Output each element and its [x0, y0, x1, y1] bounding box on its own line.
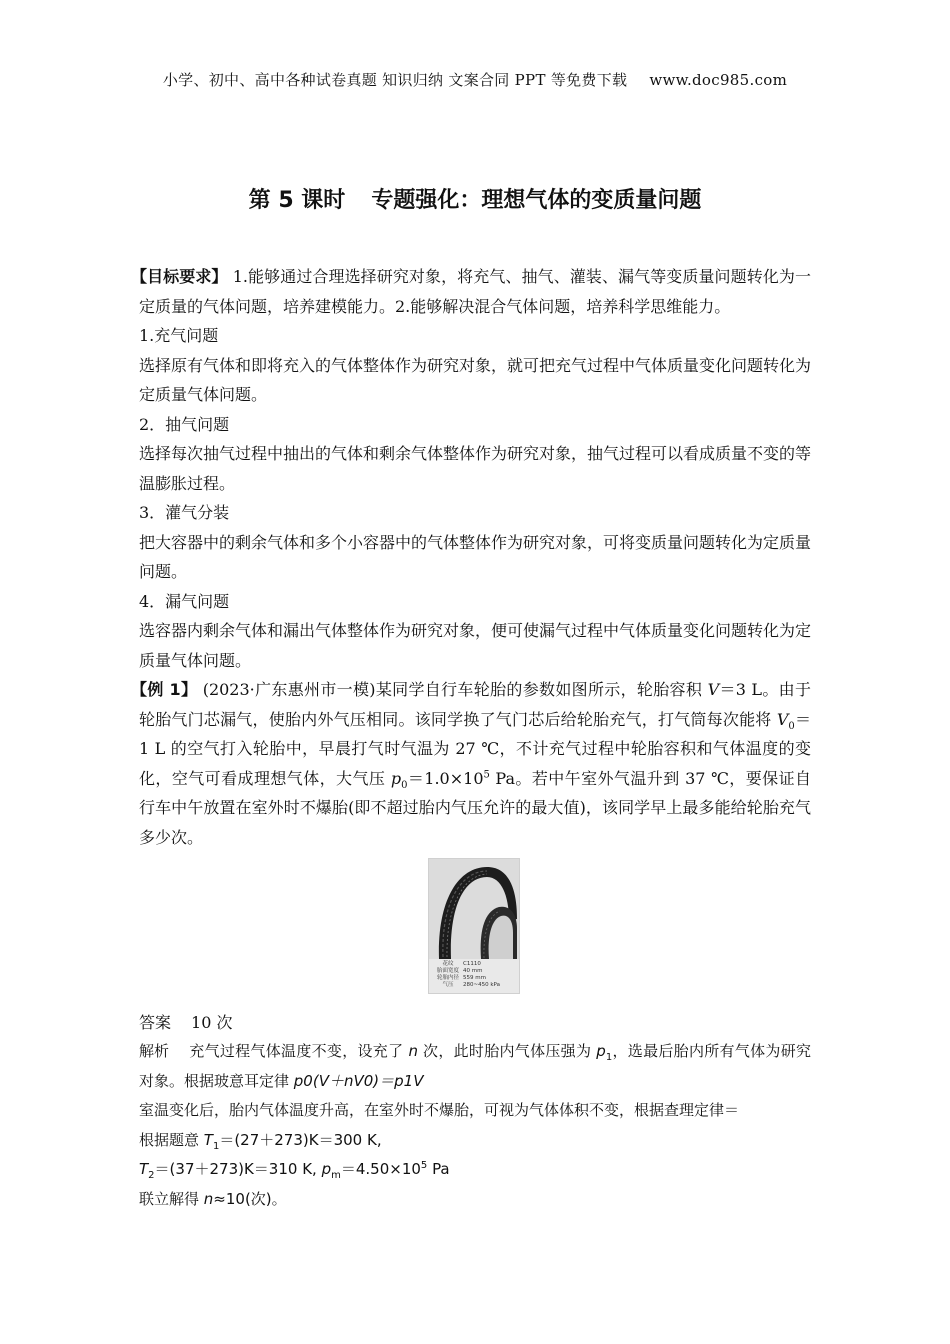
- var-v: V: [707, 680, 720, 699]
- answer-label: 答案: [139, 1012, 172, 1032]
- spec-row: [433, 982, 515, 989]
- var-v0-sub: 0: [788, 720, 795, 732]
- var-pm: p: [321, 1160, 332, 1178]
- page-title: [0, 183, 950, 214]
- analysis-text: 根据题意: [139, 1130, 204, 1149]
- section-2-heading: 2．抽气问题: [139, 414, 230, 434]
- section-2-body: 选择每次抽气过程中抽出的气体和剩余气体整体作为研究对象，抽气过程可以看成质量不变的等温膨胀过程。: [139, 444, 812, 493]
- var-pm-exp: 5: [420, 1160, 428, 1171]
- var-t1: T: [203, 1130, 213, 1149]
- example-text-4: ＝1.0×10: [407, 768, 484, 788]
- example-text-2: ＝3 L。由于轮胎气门芯漏气，使胎内外气压相同。该同学换了气门芯后给轮胎充气，打气筒每次能将: [139, 680, 811, 729]
- objectives-label: 【目标要求】: [131, 267, 228, 286]
- spec-value: 40 mm: [463, 968, 483, 974]
- t2-line: [139, 1155, 811, 1185]
- answer-value: 10 次: [191, 1012, 233, 1032]
- example-text-3: ＝1 L 的空气打入轮胎中，早晨打气时气温为 27 ℃，不计充气过程中轮胎容积和气体温度的变化，空气可看成理想气体，大气压: [139, 709, 811, 788]
- section-3-body: 把大容器中的剩余气体和多个小容器中的气体整体作为研究对象，可将变质量问题转化为定质量问题。: [139, 532, 812, 581]
- analysis-text: ＝4.50×10: [340, 1160, 421, 1178]
- document-body: [131, 262, 812, 1214]
- var-t1-sub: 1: [212, 1140, 220, 1152]
- analysis-text: ＝(27＋273)K＝300 K,: [219, 1130, 382, 1149]
- spec-row: [433, 961, 515, 968]
- spec-key: 气压: [442, 982, 454, 988]
- example-1-paragraph: [131, 675, 811, 852]
- section-1-heading: 1.充气问题: [139, 326, 219, 345]
- section-1-body: 选择原有气体和即将充入的气体整体作为研究对象，就可把充气过程中气体质量变化问题转化为定质量气体问题。: [139, 355, 812, 404]
- analysis-text: ＝(37＋273)K＝310 K,: [154, 1160, 322, 1178]
- analysis-text: ≈10(次)。: [213, 1189, 287, 1208]
- var-p1: p: [596, 1042, 606, 1060]
- t1-line: [139, 1126, 811, 1156]
- section-4-body: 选容器内剩余气体和漏出气体整体作为研究对象，便可使漏气过程中气体质量变化问题转化为定质量气体问题。: [139, 621, 812, 670]
- figure-container: [139, 858, 811, 1004]
- example-text-5: Pa。若中午室外气温升到 37 ℃，要保证自行车中午放置在室外时不爆胎(即不超过胎内气压允许的最大值)，该同学早上最多能给轮胎充气多少次。: [139, 768, 811, 847]
- objectives-text: 1.能够通过合理选择研究对象，将充气、抽气、灌装、漏气等变质量问题转化为一定质量的气体问题，培养建模能力。2.能够解决混合气体问题，培养科学思维能力。: [139, 267, 811, 316]
- var-t2-sub: 2: [148, 1170, 155, 1181]
- spec-key: 花纹: [442, 961, 454, 967]
- analysis-text: 联立解得: [139, 1189, 204, 1208]
- result-line: [139, 1185, 811, 1215]
- analysis-paragraph: [139, 1037, 811, 1096]
- example-text-1: (2023·广东惠州市一模)某同学自行车轮胎的参数如图所示，轮胎容积: [202, 680, 708, 699]
- var-pm-sub: m: [331, 1170, 341, 1181]
- var-n: n: [203, 1189, 214, 1208]
- header-url[interactable]: www.doc985.com: [649, 71, 788, 89]
- spec-value: C1110: [463, 961, 481, 967]
- bicycle-tire-figure: [428, 858, 520, 994]
- charles-law-line: 室温变化后，胎内气体温度升高，在室外时不爆胎，可视为气体体积不变，根据查理定律＝: [139, 1101, 740, 1119]
- var-t2: T: [139, 1160, 149, 1178]
- section-3-heading: 3．灌气分装: [139, 503, 230, 522]
- answer-line: [139, 1008, 811, 1038]
- var-p0-exp: 5: [483, 769, 490, 781]
- objectives-paragraph: [131, 262, 811, 321]
- var-p0: p: [390, 768, 402, 788]
- analysis-text: 次，此时胎内气体压强为: [417, 1042, 597, 1060]
- var-v0: V: [776, 709, 789, 729]
- spec-value: 559 mm: [463, 975, 486, 981]
- page-header: [0, 69, 950, 90]
- spec-value: 280~450 kPa: [463, 982, 500, 988]
- section-4-heading: 4．漏气问题: [139, 591, 230, 611]
- analysis-text: Pa: [427, 1160, 450, 1178]
- analysis-label: 解析: [139, 1042, 170, 1060]
- header-text: 小学、初中、高中各种试卷真题 知识归纳 文案合同 PPT 等免费下载: [162, 71, 628, 89]
- spec-row: [433, 975, 515, 982]
- var-p1-sub: 1: [605, 1052, 613, 1063]
- spec-key: 轮胎内径: [436, 975, 459, 981]
- title-topic: 专题强化：理想气体的变质量问题: [371, 188, 702, 213]
- analysis-text: ，选最后胎内所有气体为研究对象。根据玻意耳定律: [139, 1042, 811, 1090]
- spec-row: [433, 968, 515, 975]
- var-n: n: [408, 1042, 418, 1060]
- title-lesson: 第 5 课时: [248, 188, 346, 213]
- example-label: 【例 1】: [131, 680, 198, 699]
- tire-spec-table: [433, 961, 515, 989]
- analysis-text: 充气过程气体温度不变，设充了: [189, 1042, 409, 1060]
- spec-key: 胎面宽度: [436, 968, 459, 974]
- var-p0-sub: 0: [401, 779, 408, 791]
- boyle-law-equation: p0(V＋nV0)＝p1V: [293, 1071, 424, 1090]
